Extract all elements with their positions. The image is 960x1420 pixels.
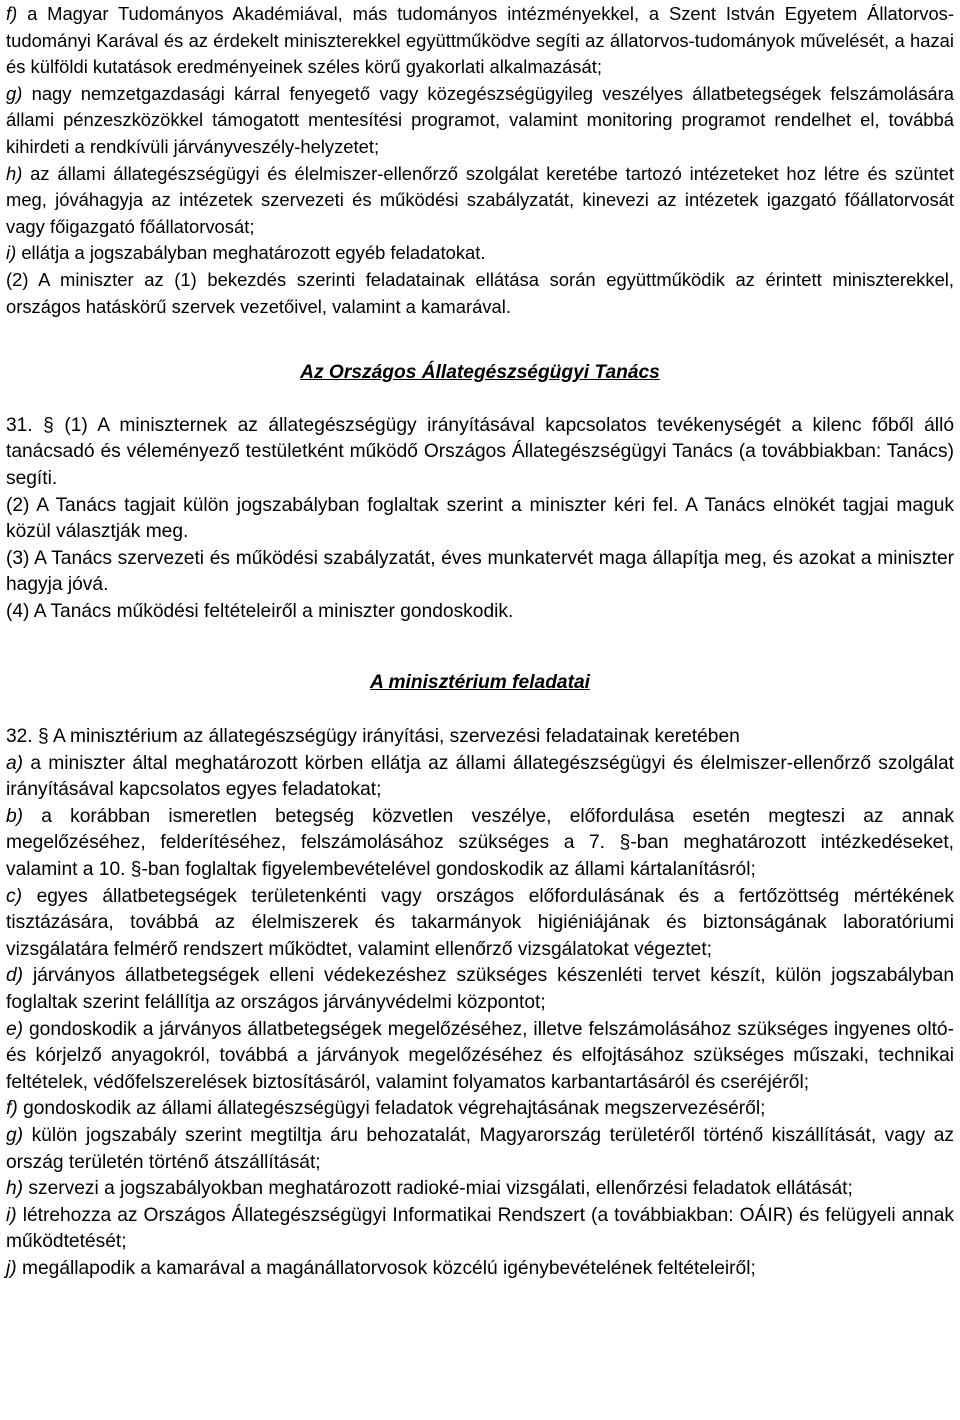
- item-text: szervezi a jogszabályokban meghatározott radioké-miai vizsgálati, ellenőrzési feladatok ellátását;: [23, 1178, 853, 1200]
- paragraph-e: [6, 1017, 954, 1097]
- paragraph-31-2: (2) A Tanács tagjait külön jogszabályban foglaltak szerint a miniszter kéri fel. A Tanács elnökét tagjai maguk közül választják meg.: [6, 494, 954, 543]
- section-heading-ministry: A minisztérium feladatai: [370, 672, 590, 694]
- item-text: a miniszter által meghatározott körben ellátja az állami állategészségügyi és élelmiszer-ellenőrző szolgálat irányításával kapcsolatos egyes feladatokat;: [6, 752, 954, 801]
- paragraph-32-intro: 32. § A minisztérium az állategészségügy irányítási, szervezési feladatainak keretében: [6, 726, 740, 748]
- paragraph-2: [6, 267, 954, 320]
- paragraph-g: [6, 81, 954, 161]
- paragraph-d: [6, 963, 954, 1016]
- item-letter: h): [6, 162, 23, 184]
- item-letter: i): [6, 1204, 17, 1226]
- paragraph-31-3: (3) A Tanács szervezeti és működési szabályzatát, éves munkatervét maga állapítja meg, és azokat a miniszter hagyja jóvá.: [6, 547, 954, 596]
- spacer: [6, 320, 954, 360]
- item-letter: a): [6, 752, 24, 774]
- paragraph-c: [6, 884, 954, 964]
- item-letter: f): [6, 1098, 18, 1120]
- section-minister-duties-continued: [6, 1, 954, 320]
- item-text: az állami állategészségügyi és élelmiszer-ellenőrző szolgálat keretébe tartozó intézeteket hoz létre és szüntet meg, jóváhagyja az intézetek szervezeti és működési szabályzatát, kinevezi az intézetek igazgató főállatorvosát vagy főigazgató főállatorvosát;: [6, 162, 954, 237]
- section-heading-council: Az Országos Állategészségügyi Tanács: [300, 362, 660, 384]
- paragraph-j: [6, 1256, 954, 1283]
- paragraph-a: [6, 751, 954, 804]
- spacer: [6, 387, 954, 413]
- item-text: gondoskodik a járványos állatbetegségek megelőzéséhez, illetve felszámolásához szükséges ingyenes oltó- és kórjelző anyagokról, továbbá a járványok megelőzéséhez és elfojtásához szükséges műszaki, technikai feltételek, védőfelszerelések biztosításáról, valamint folyamatos karbantartásáról és cseréjéről;: [6, 1018, 954, 1093]
- section-council: [6, 413, 954, 626]
- item-text: külön jogszabály szerint megtiltja áru behozatalát, Magyarország területéről történő kiszállítását, vagy az ország területén történő átszállítását;: [6, 1124, 954, 1173]
- paragraph-f: [6, 1, 954, 81]
- item-letter: g): [6, 82, 23, 104]
- paragraph-h2: [6, 1176, 954, 1203]
- paragraph-f2: [6, 1096, 954, 1123]
- item-letter: c): [6, 885, 22, 907]
- paragraph-g2: [6, 1123, 954, 1176]
- item-letter: j): [6, 1257, 17, 1279]
- item-letter: i): [6, 242, 17, 264]
- item-text: létrehozza az Országos Állategészségügyi Informatikai Rendszert (a továbbiakban: OÁIR) és felügyeli annak működtetését;: [6, 1204, 954, 1253]
- item-text: megállapodik a kamarával a magánállatorvosok közcélú igénybevételének feltételeiről;: [16, 1257, 756, 1279]
- item-letter: h): [6, 1178, 24, 1200]
- paragraph-i2: [6, 1203, 954, 1256]
- item-letter: e): [6, 1018, 24, 1040]
- item-text: nagy nemzetgazdasági kárral fenyegető vagy közegészségügyileg veszélyes állatbetegségek felszámolására állami pénzeszközökkel támogatott mentesítési programot, valamint monitoring programot rendelhet el, továbbá kihirdeti a rendkívüli járványveszély-helyzetet;: [6, 82, 954, 157]
- item-text: egyes állatbetegségek területenkénti vagy országos előfordulásának és a fertőzöttség mértékének tisztázására, továbbá az élelmiszerek és takarmányok higiéniájának és biztonságának laboratóriumi vizsgálatára felmérő rendszert működtet, valamint ellenőrző vizsgálatokat végeztet;: [6, 885, 954, 960]
- item-letter: d): [6, 965, 24, 987]
- paragraph-31-4: (4) A Tanács működési feltételeiről a miniszter gondoskodik.: [6, 600, 514, 622]
- item-text: ellátja a jogszabályban meghatározott egyéb feladatokat.: [16, 242, 486, 264]
- paragraph-h: [6, 161, 954, 241]
- item-letter: f): [6, 3, 18, 24]
- item-text: a korábban ismeretlen betegség közvetlen veszélye, előfordulása esetén megteszi az annak megelőzéséhez, felderítéséhez, felszámolásához szükséges a 7. §-ban meghatározott intézkedéseket, valamint a 10. §-ban foglaltak figyelembevételével gondoskodik az állami kártalanításról;: [6, 805, 954, 881]
- spacer: [6, 697, 954, 724]
- item-letter: g): [6, 1124, 24, 1146]
- item-letter: b): [6, 805, 24, 827]
- item-text: (2) A miniszter az (1) bekezdés szerinti feladatainak ellátása során együttműködik az érintett miniszterekkel, országos hatáskörű szervek vezetőivel, valamint a kamarával.: [6, 268, 954, 317]
- item-text: a Magyar Tudományos Akadémiával, más tudományos intézményekkel, a Szent István Egyetem Állatorvos-tudományi Karával és az érdekelt miniszterekkel együttműködve segíti az állatorvos-tudományok művelését, a hazai és külföldi kutatások eredményeinek széles körű gyakorlati alkalmazását;: [6, 3, 954, 78]
- item-text: gondoskodik az állami állategészségügyi feladatok végrehajtásának megszervezéséről;: [17, 1098, 766, 1120]
- item-text: járványos állatbetegségek elleni védekezéshez szükséges készenléti tervet készít, külön jogszabályban foglaltak szerint felállítja az országos járványvédelmi központot;: [6, 965, 954, 1013]
- paragraph-i: [6, 240, 954, 267]
- section-ministry-duties: [6, 724, 954, 1282]
- paragraph-31-1: 31. § (1) A miniszternek az állategészségügy irányításával kapcsolatos tevékenységét a kilenc főből álló tanácsadó és véleményező testületként működő Országos Állategészségügyi Tanács (a továbbiakban: Tanács) segíti.: [6, 414, 954, 489]
- spacer: [6, 625, 954, 670]
- paragraph-b: [6, 804, 954, 884]
